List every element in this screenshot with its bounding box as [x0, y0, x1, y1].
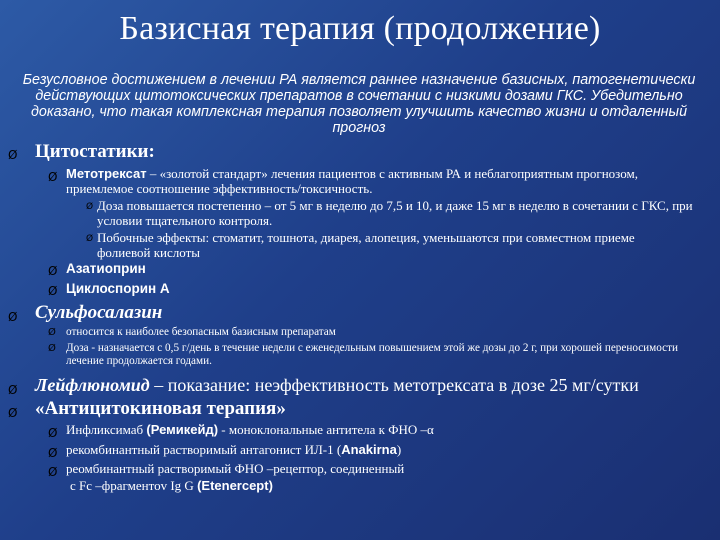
anakinra-close: ) [396, 442, 402, 457]
intro-paragraph: Безусловное достижением в лечении РА является раннее назначение базисных, патогенетически действующих цитотоксических препаратов в сочетании с низкими дозами ГКС. Убедительно доказано, что такая комплексная терапия позволяет улучшить качество жизни и отдаленный прогноз [22, 72, 696, 136]
anakinra-desc: рекомбинантный растворимый антагонист ИЛ-1 ( [66, 442, 342, 457]
methotrexate-item [66, 167, 696, 196]
remicade-label: (Ремикейд) [146, 422, 219, 437]
side-effects-subitem: Побочные эффекты: стоматит, тошнота, диарея, алопеция, уменьшаются при совместном приеме фолиевой кислоты [97, 230, 635, 260]
anticytokine-heading: «Антицитокиновая терапия» [35, 398, 286, 419]
infliximab-desc: - моноклональные антитела к ФНО –α [218, 422, 434, 437]
bullet-arrow-icon: Ø [48, 426, 58, 440]
anakinra-item [66, 443, 401, 458]
azathioprine-item: Азатиоприн [66, 261, 146, 276]
etanercept-name: (Etenercept) [197, 478, 273, 493]
infliximab-item [66, 423, 434, 438]
bullet-arrow-icon: Ø [8, 310, 18, 324]
bullet-arrow-icon: Ø [8, 406, 18, 420]
dose-subitem: Доза повышается постепенно – от 5 мг в неделю до 7,5 и 10, и даже 15 мг в неделю в сочетании с ГКС, при условии тщательного контроля. [97, 198, 693, 228]
etanercept-item-line2 [70, 479, 273, 494]
leflunomide-name: Лейфлюномид [35, 375, 150, 395]
cyclosporine-item: Циклоспорин А [66, 281, 170, 296]
slide-title: Базисная терапия (продолжение) [119, 10, 601, 47]
methotrexate-name: Метотрексат [66, 166, 147, 181]
methotrexate-text: – «золотой стандарт» лечения пациентов с активным РА и неблагоприятным прогнозом, приемлемое соотношение эффективность/токсичность. [66, 166, 638, 196]
bullet-arrow-icon: Ø [48, 343, 56, 354]
bullet-arrow-icon: Ø [48, 465, 58, 479]
sulfasalazine-safety: относится к наиболее безопасным базисным препаратам [66, 326, 336, 338]
bullet-arrow-icon: Ø [48, 327, 56, 338]
sulfasalazine-dose: Доза - назначается с 0,5 г/день в течение недели с еженедельным повышением этой же дозы до 2 г, при хорошей переносимости лечение продолжается годами. [66, 342, 678, 367]
bullet-arrow-icon: Ø [48, 284, 58, 298]
bullet-arrow-icon: Ø [48, 264, 58, 278]
leflunomide-item [35, 375, 639, 396]
bullet-arrow-icon: Ø [48, 170, 58, 184]
leflunomide-text: – показание: неэффективность метотрексата в дозе 25 мг/сутки [149, 375, 639, 395]
bullet-arrow-icon: Ø [48, 446, 58, 460]
bullet-arrow-icon: Ø [86, 234, 94, 244]
bullet-arrow-icon: Ø [86, 202, 94, 212]
infliximab-label: Инфликсимаб [66, 422, 147, 437]
etanercept-item: реомбинантный растворимый ФНО –рецептор, соединенный [66, 461, 405, 476]
sulfasalazine-heading: Сульфосалазин [35, 302, 163, 323]
cytostatics-heading: Цитостатики: [35, 141, 155, 162]
bullet-arrow-icon: Ø [8, 383, 18, 397]
fc-fragment-text: с Fc –фрагментоv Ig G [70, 478, 198, 493]
anakinra-name: Anakirna [341, 442, 397, 457]
bullet-arrow-icon: Ø [8, 148, 18, 162]
